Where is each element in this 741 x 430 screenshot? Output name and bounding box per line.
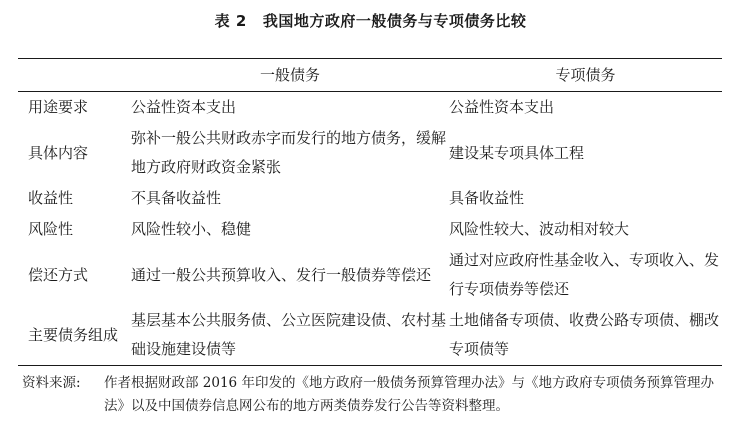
source-label: 资料来源: [22,375,81,391]
row-label: 偿还方式 [28,265,89,284]
table-row [18,123,722,183]
header-general-debt: 一般债务 [131,59,449,92]
comparison-table [18,58,722,366]
general-cell: 风险性较小、稳健 [131,220,252,238]
table-row [18,92,722,124]
table-number: 表 2 [214,12,247,30]
table-row [18,214,722,245]
row-label: 主要债务组成 [18,305,131,366]
special-cell: 风险性较大、波动相对较大 [449,220,630,238]
special-cell: 通过对应政府性基金收入、专项收入、发行专项债券等偿还 [449,251,720,298]
row-label: 具体内容 [28,143,89,162]
general-cell: 通过一般公共预算收入、发行一般债券等偿还 [131,265,432,284]
general-cell: 公益性资本支出 [131,98,237,116]
table-title-text: 我国地方政府一般债务与专项债务比较 [262,12,527,30]
source-note [22,372,722,418]
row-label: 风险性 [28,220,74,238]
special-cell: 土地储备专项债、收费公路专项债、棚改专项债等 [449,305,722,366]
header-blank [18,59,131,92]
row-label: 收益性 [28,189,74,207]
general-cell: 不具备收益性 [131,189,222,207]
header-special-debt: 专项债务 [449,59,722,92]
special-cell: 具备收益性 [449,189,525,207]
special-cell: 建设某专项具体工程 [449,143,585,162]
table-row [18,245,722,305]
special-cell: 公益性资本支出 [449,98,555,116]
general-cell: 基层基本公共服务债、公立医院建设债、农村基础设施建设债等 [131,305,449,366]
table-row [18,305,722,366]
source-text: 作者根据财政部 2016 年印发的《地方政府一般债务预算管理办法》与《地方政府专项债务预算管理办法》以及中国债券信息网公布的地方两类债券发行公告等资料整理。 [104,375,714,414]
table-title [0,10,741,31]
general-cell: 弥补一般公共财政赤字而发行的地方债务，缓解地方政府财政资金紧张 [131,129,447,176]
row-label: 用途要求 [28,98,89,116]
table-header-row [18,59,722,92]
table-row [18,183,722,214]
